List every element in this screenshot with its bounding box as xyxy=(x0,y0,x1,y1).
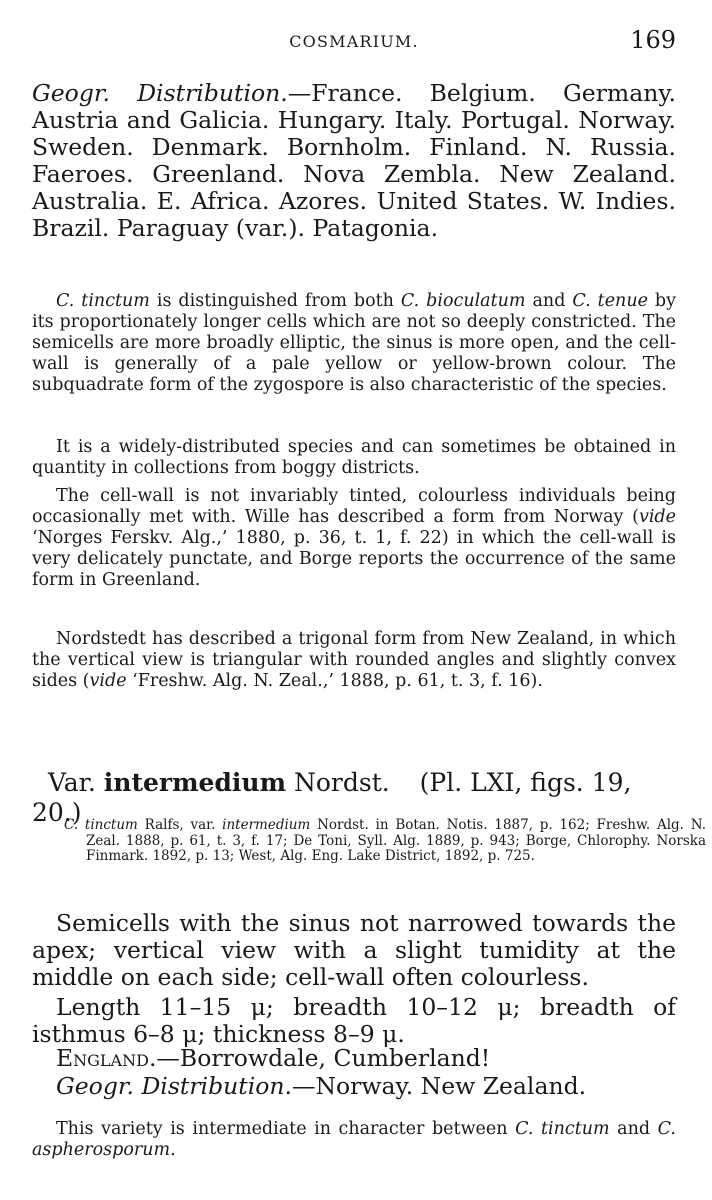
taxon-name: C. tinctum xyxy=(64,817,138,833)
text-run: This variety is intermediate in character between xyxy=(56,1119,516,1139)
text-run: ‘Freshw. Alg. N. Zeal.,’ 1888, p. 61, t. 3, f. 16). xyxy=(126,671,543,691)
locality-label: England. xyxy=(56,1044,157,1072)
distribution-text: —Norway. New Zealand. xyxy=(291,1072,587,1100)
distribution-label: Geogr. Distribution. xyxy=(56,1072,292,1100)
text-run: Nordstedt has described a trigonal form from New Zealand, in which the vertical view is triangular with rounded angles and slightly convex sides ( xyxy=(32,629,676,691)
variety-author: Nordst. xyxy=(286,768,390,797)
taxon-name: C. tinctum xyxy=(515,1119,610,1139)
text-run: ‘Norges Ferskv. Alg.,’ 1880, p. 36, t. 1, f. 22) in which the cell-wall is very delicately punctate, and Borge reports the occurrence of the same form in Greenland. xyxy=(32,528,676,590)
plate-reference: (Pl. LXI, figs. 19, 20.) xyxy=(32,768,632,827)
closing-paragraph xyxy=(32,1119,676,1161)
remarks-paragraph-3 xyxy=(32,486,676,591)
locality-text: —Borrowdale, Cumberland! xyxy=(156,1044,491,1072)
measurements: Length 11–15 μ; breadth 10–12 μ; breadth of isthmus 6–8 μ; thickness 8–9 μ. xyxy=(32,993,676,1048)
taxon-name: C. bioculatum xyxy=(400,291,526,311)
synonymy-citation xyxy=(36,818,706,865)
taxon-name: intermedium xyxy=(222,817,311,833)
variety-description: Semicells with the sinus not narrowed towards the apex; vertical view with a slight tumidity at the middle on each side; cell-wall often colourless. xyxy=(32,909,676,991)
remarks-paragraph-4 xyxy=(32,629,676,692)
variety-name: intermedium xyxy=(103,768,287,797)
distribution-text: —France. Belgium. Germany. Austria and Galicia. Hungary. Italy. Portugal. Norway. Sweden. Denmark. Bornholm. Finland. N. Russia. Faeroes. Greenland. Nova Zembla. New Zealand. Australia. E. Africa. Azores. United States. W. Indies. Brazil. Paraguay (var.). Patagonia. xyxy=(32,79,676,242)
text-run: Ralfs, var. xyxy=(137,817,223,833)
text-run: is distinguished from both xyxy=(149,291,401,311)
vide-word: vide xyxy=(89,671,127,691)
distribution-label: Geogr. Distribution. xyxy=(32,79,288,107)
taxon-name: C. tinctum xyxy=(56,291,150,311)
taxon-name: C. aspherosporum xyxy=(32,1119,676,1160)
taxon-name: C. tenue xyxy=(572,291,648,311)
remarks-paragraph-2: It is a widely-distributed species and can sometimes be obtained in quantity in collections from boggy districts. xyxy=(32,437,676,478)
remarks-paragraph-1 xyxy=(32,291,676,396)
page-number: 169 xyxy=(630,26,676,54)
text-run: by its proportionately longer cells which are not so deeply constricted. The semicells are more broadly elliptic, the sinus is more open, and the cell-wall is generally of a pale yellow or yellow-brown colour. The subquadrate form of the zygospore is also characteristic of the species. xyxy=(32,291,677,395)
england-locality xyxy=(32,1045,676,1072)
distribution-paragraph xyxy=(32,80,676,242)
text-run: Nordst. in Botan. Notis. 1887, p. 162; Freshw. Alg. N. Zeal. 1888, p. 61, t. 3, f. 17; De Toni, Syll. Alg. 1889, p. 943; Borge, Chlorophy. Norska Finmark. 1892, p. 13; West, Alg. Eng. Lake District, 1892, p. 725. xyxy=(86,817,706,864)
page-header xyxy=(32,26,676,56)
text-run: The cell-wall is not invariably tinted, colourless individuals being occasionally met with. Wille has described a form from Norway ( xyxy=(32,486,676,527)
text-run: and xyxy=(609,1119,658,1139)
running-title: COSMARIUM. xyxy=(289,32,419,51)
text-run: and xyxy=(525,291,573,311)
text-run: . xyxy=(170,1140,176,1160)
vide-word: vide xyxy=(638,507,676,527)
variety-prefix: Var. xyxy=(48,768,104,797)
variety-distribution xyxy=(32,1073,676,1100)
